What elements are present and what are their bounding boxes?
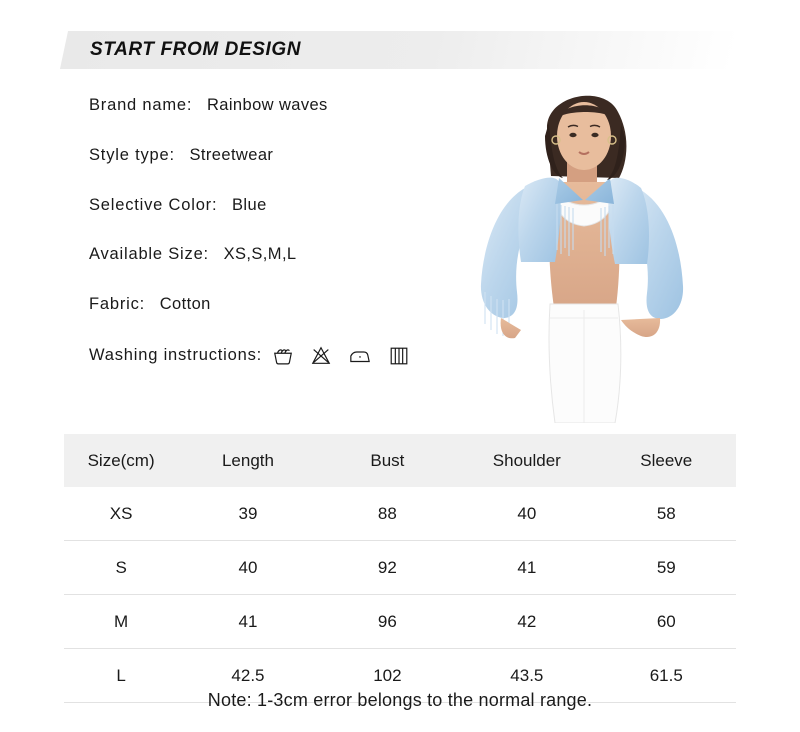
table-row	[64, 487, 736, 541]
spec-value-style-type: Streetwear	[189, 145, 274, 164]
cell-sleeve: 61.5	[597, 649, 736, 703]
washing-icon-group	[272, 345, 410, 367]
spec-value-fabric: Cotton	[159, 295, 211, 314]
cell-shoulder: 40	[457, 487, 596, 541]
spec-row-fabric	[89, 295, 509, 315]
table-header-shoulder: Shoulder	[457, 434, 596, 487]
spec-label-washing-instructions: Washing instructions:	[89, 346, 263, 365]
spec-row-brand-name	[89, 96, 509, 116]
cell-size: L	[64, 649, 178, 703]
cell-shoulder: 43.5	[457, 649, 596, 703]
table-row	[64, 541, 736, 595]
page-title: START FROM DESIGN	[90, 39, 302, 60]
table-row	[64, 595, 736, 649]
cell-bust: 88	[318, 487, 457, 541]
table-header-row	[64, 434, 736, 487]
cell-shoulder: 42	[457, 595, 596, 649]
spec-label-brand-name: Brand name:	[89, 96, 193, 114]
spec-value-brand-name: Rainbow waves	[206, 96, 328, 114]
spec-label-style-type: Style type:	[89, 145, 175, 164]
do-not-tumble-dry-icon	[388, 345, 410, 367]
cell-length: 39	[178, 487, 317, 541]
cell-length: 42.5	[178, 649, 317, 703]
spec-value-selective-color: Blue	[232, 195, 267, 214]
cell-length: 41	[178, 595, 317, 649]
cell-size: S	[64, 541, 178, 595]
spec-row-style-type	[89, 146, 509, 166]
product-spec-list	[89, 96, 509, 397]
spec-label-fabric: Fabric:	[89, 295, 146, 314]
header-banner	[60, 31, 740, 69]
cell-bust: 92	[318, 541, 457, 595]
cell-sleeve: 59	[597, 541, 736, 595]
cell-size: M	[64, 595, 178, 649]
cell-length: 40	[178, 541, 317, 595]
cell-size: XS	[64, 487, 178, 541]
table-header-sleeve: Sleeve	[597, 434, 736, 487]
model-illustration	[455, 78, 745, 423]
table-header-length: Length	[178, 434, 317, 487]
table-header-bust: Bust	[318, 434, 457, 487]
hand-wash-icon	[272, 345, 294, 367]
spec-row-selective-color	[89, 196, 509, 216]
cell-bust: 96	[318, 595, 457, 649]
product-model-photo	[455, 78, 745, 423]
spec-row-washing-instructions	[89, 345, 509, 367]
spec-row-available-size	[89, 245, 509, 265]
size-chart-table	[64, 434, 736, 703]
size-note: Note: 1-3cm error belongs to the normal range.	[207, 690, 593, 710]
cell-shoulder: 41	[457, 541, 596, 595]
spec-label-selective-color: Selective Color:	[89, 195, 218, 214]
cell-bust: 102	[318, 649, 457, 703]
spec-label-available-size: Available Size:	[89, 245, 209, 264]
spec-value-available-size: XS,S,M,L	[223, 245, 297, 264]
do-not-bleach-icon	[310, 345, 332, 367]
cell-sleeve: 60	[597, 595, 736, 649]
table-header-size: Size(cm)	[64, 434, 178, 487]
iron-low-icon	[348, 345, 372, 367]
cell-sleeve: 58	[597, 487, 736, 541]
